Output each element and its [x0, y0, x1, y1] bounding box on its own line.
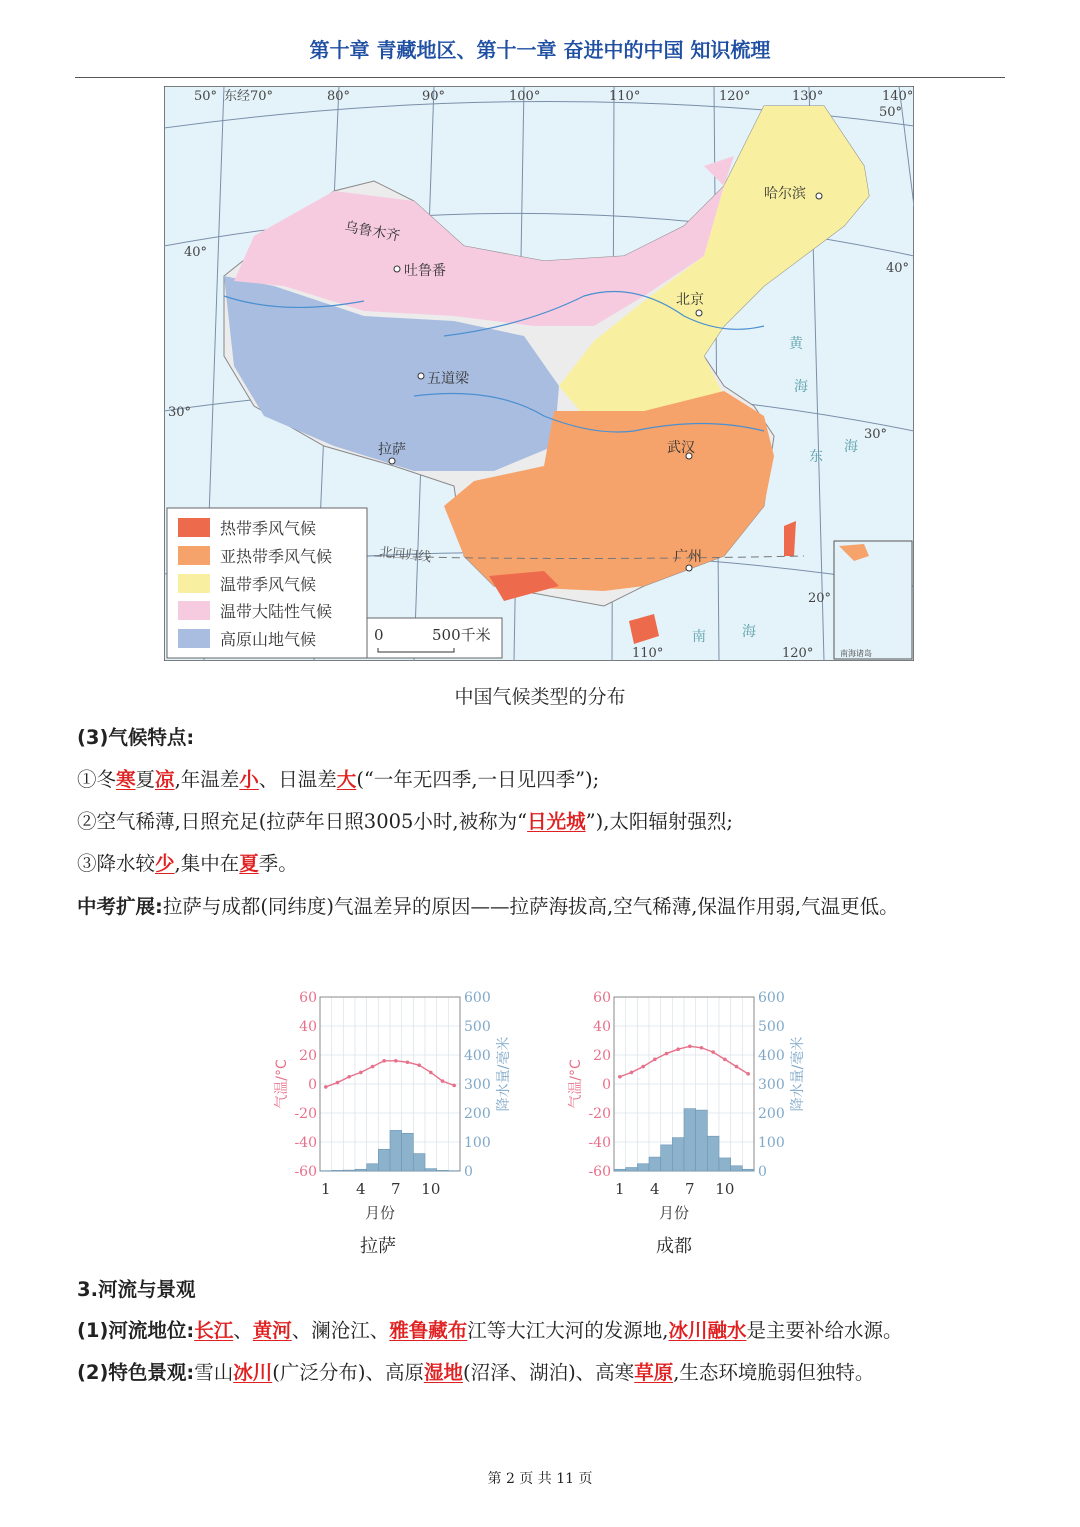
- y-right-tick: 0: [758, 1164, 767, 1180]
- lon-label: 90°: [422, 89, 446, 104]
- y-left-tick: -20: [588, 1106, 611, 1122]
- y-right-tick: 0: [464, 1164, 473, 1180]
- lat-label: 30°: [864, 427, 888, 442]
- climate-point-3: ③降水较少,集中在夏季。: [77, 852, 298, 875]
- y-right-tick: 100: [464, 1135, 491, 1151]
- precipitation-bar: [661, 1145, 673, 1171]
- legend-item: 热带季风气候: [220, 519, 317, 538]
- y-right-tick: 400: [758, 1048, 785, 1064]
- x-tick: 1: [321, 1180, 331, 1198]
- x-tick: 7: [391, 1180, 401, 1198]
- lon-label: 80°: [327, 89, 351, 104]
- temperature-point: [429, 1071, 433, 1075]
- legend-item: 温带大陆性气候: [220, 602, 333, 621]
- precipitation-bar: [637, 1164, 649, 1171]
- page-header-title: 第十章 青藏地区、第十一章 奋进中的中国 知识梳理: [309, 38, 771, 62]
- y-right-tick: 500: [464, 1019, 491, 1035]
- temperature-point: [347, 1075, 351, 1079]
- temperature-point: [746, 1072, 750, 1076]
- chart-title-chengdu: 成都: [656, 1236, 692, 1257]
- chart-title-lhasa: 拉萨: [360, 1236, 396, 1257]
- temperature-point: [382, 1059, 386, 1063]
- precipitation-bar: [437, 1170, 449, 1171]
- page-footer: 第 2 页 共 11 页: [487, 1471, 593, 1487]
- precipitation-bar: [719, 1158, 731, 1171]
- precipitation-bar: [731, 1166, 743, 1171]
- y-left-label: 气温/°C: [568, 1059, 584, 1109]
- y-right-tick: 300: [464, 1077, 491, 1093]
- lon-label: 140°: [882, 89, 914, 104]
- city-harbin: 哈尔滨: [764, 186, 806, 202]
- x-tick: 1: [615, 1180, 625, 1198]
- temperature-point: [653, 1058, 657, 1062]
- x-tick: 7: [685, 1180, 695, 1198]
- temperature-point: [406, 1060, 410, 1064]
- legend-item: 高原山地气候: [220, 630, 317, 649]
- x-tick: 4: [650, 1180, 660, 1198]
- precipitation-bar: [672, 1138, 684, 1171]
- lon-label: 110°: [632, 646, 664, 661]
- y-right-tick: 300: [758, 1077, 785, 1093]
- lon-label: 110°: [609, 89, 641, 104]
- scale-label: 500千米: [432, 626, 491, 644]
- y-left-tick: 20: [593, 1048, 611, 1064]
- y-right-tick: 400: [464, 1048, 491, 1064]
- y-left-tick: 60: [299, 990, 317, 1006]
- y-left-tick: 20: [299, 1048, 317, 1064]
- city-urumqi: 乌鲁木齐: [343, 219, 402, 245]
- header-divider: [75, 77, 1005, 78]
- y-left-tick: 0: [602, 1077, 611, 1093]
- precipitation-bar: [684, 1109, 696, 1171]
- y-left-tick: -60: [588, 1164, 611, 1180]
- city-wuhan: 武汉: [667, 440, 695, 456]
- y-right-tick: 600: [758, 990, 785, 1006]
- climate-map: [164, 86, 914, 661]
- x-axis-label: 月份: [364, 1204, 396, 1220]
- section-title-rivers: 3.河流与景观: [77, 1278, 196, 1301]
- temperature-point: [394, 1059, 398, 1063]
- precipitation-bar: [332, 1170, 344, 1171]
- featured-landscape: (2)特色景观:雪山冰川(广泛分布)、高原湿地(沼泽、湖泊)、高寒草原,生态环境脆弱但独特。: [77, 1361, 875, 1384]
- y-left-label: 气温/°C: [274, 1059, 290, 1109]
- climate-point-1: ①冬寒夏凉,年温差小、日温差大(“一年无四季,一日见四季”);: [77, 768, 600, 791]
- lat-label: 40°: [184, 245, 208, 260]
- precipitation-bar: [378, 1149, 390, 1171]
- precipitation-bar: [614, 1169, 626, 1171]
- city-turpan: 吐鲁番: [404, 263, 446, 279]
- temperature-point: [676, 1047, 680, 1051]
- y-right-tick: 600: [464, 990, 491, 1006]
- y-left-tick: 60: [593, 990, 611, 1006]
- legend-item: 温带季风气候: [220, 575, 317, 594]
- precipitation-bar: [355, 1169, 367, 1171]
- lhasa-climate-chart: [268, 985, 528, 1220]
- y-right-tick: 200: [464, 1106, 491, 1122]
- temperature-point: [688, 1045, 692, 1049]
- x-tick: 4: [356, 1180, 366, 1198]
- lat-label: 30°: [168, 405, 192, 420]
- y-right-tick: 200: [758, 1106, 785, 1122]
- y-right-label: 降水量/毫米: [496, 1036, 512, 1112]
- sea-label: 海: [794, 379, 808, 395]
- temperature-point: [618, 1075, 622, 1079]
- y-left-tick: -40: [294, 1135, 317, 1151]
- precipitation-bar: [626, 1168, 638, 1171]
- inset-label: 南海诸岛: [840, 649, 872, 658]
- temperature-point: [417, 1063, 421, 1067]
- temperature-point: [700, 1046, 704, 1050]
- temperature-point: [359, 1071, 363, 1075]
- sea-label: 南: [692, 629, 706, 645]
- temperature-point: [324, 1085, 328, 1089]
- y-right-label: 降水量/毫米: [790, 1036, 806, 1112]
- lat-label: 50°: [879, 105, 903, 120]
- south-sea-inset: [834, 541, 912, 659]
- temperature-point: [641, 1065, 645, 1069]
- temperature-point: [723, 1058, 727, 1062]
- lon-label: 100°: [509, 89, 541, 104]
- precipitation-bar: [367, 1164, 379, 1171]
- y-left-tick: -40: [588, 1135, 611, 1151]
- city-guangzhou: 广州: [674, 549, 702, 565]
- precipitation-bar: [707, 1136, 719, 1171]
- temperature-point: [711, 1050, 715, 1054]
- x-tick: 10: [715, 1180, 735, 1198]
- y-right-tick: 500: [758, 1019, 785, 1035]
- lon-label: 50°: [194, 89, 218, 104]
- y-left-tick: 0: [308, 1077, 317, 1093]
- city-wudaoliang: 五道梁: [427, 371, 469, 387]
- precipitation-bar: [742, 1169, 754, 1171]
- climate-point-2: ②空气稀薄,日照充足(拉萨年日照3005小时,被称为“日光城”),太阳辐射强烈;: [77, 810, 733, 833]
- legend-item: 亚热带季风气候: [220, 547, 333, 566]
- scale-zero: 0: [374, 626, 384, 644]
- lon-label: 120°: [782, 646, 814, 661]
- chengdu-climate-chart: [562, 985, 822, 1220]
- lat-label: 40°: [886, 261, 910, 276]
- river-position: (1)河流地位:长江、黄河、澜沧江、雅鲁藏布江等大江大河的发源地,冰川融水是主要补给水源。: [77, 1319, 903, 1342]
- x-axis-label: 月份: [658, 1204, 690, 1220]
- y-left-tick: 40: [299, 1019, 317, 1035]
- city-lhasa: 拉萨: [378, 442, 406, 458]
- y-left-tick: -60: [294, 1164, 317, 1180]
- precipitation-bar: [649, 1157, 661, 1171]
- precipitation-bar: [343, 1170, 355, 1171]
- lon-label: 东经70°: [224, 89, 274, 104]
- lon-label: 130°: [792, 89, 824, 104]
- x-tick: 10: [421, 1180, 441, 1198]
- map-caption: 中国气候类型的分布: [454, 686, 626, 708]
- temperature-point: [441, 1079, 445, 1083]
- lon-label: 120°: [719, 89, 751, 104]
- y-left-tick: 40: [593, 1019, 611, 1035]
- exam-extension: 中考扩展:拉萨与成都(同纬度)气温差异的原因——拉萨海拔高,空气稀薄,保温作用弱,气温更低。: [77, 895, 899, 918]
- temperature-point: [735, 1065, 739, 1069]
- city-beijing: 北京: [676, 292, 704, 308]
- precipitation-bar: [413, 1154, 425, 1171]
- temperature-point: [665, 1052, 669, 1056]
- temperature-point: [371, 1065, 375, 1069]
- y-left-tick: -20: [294, 1106, 317, 1122]
- tropic-label: 北回归线: [378, 545, 432, 566]
- sea-label: 海: [844, 439, 858, 455]
- precipitation-bar: [696, 1110, 708, 1171]
- sea-label: 黄: [789, 336, 803, 352]
- y-right-tick: 100: [758, 1135, 785, 1151]
- section-title-climate: (3)气候特点:: [77, 726, 195, 749]
- sea-label: 东: [809, 449, 823, 465]
- temperature-point: [630, 1071, 634, 1075]
- precipitation-bar: [390, 1130, 402, 1171]
- precipitation-bar: [425, 1169, 437, 1171]
- temperature-point: [452, 1084, 456, 1088]
- temperature-point: [336, 1081, 340, 1085]
- precipitation-bar: [402, 1133, 414, 1171]
- sea-label: 海: [742, 624, 756, 640]
- lat-label: 20°: [808, 591, 832, 606]
